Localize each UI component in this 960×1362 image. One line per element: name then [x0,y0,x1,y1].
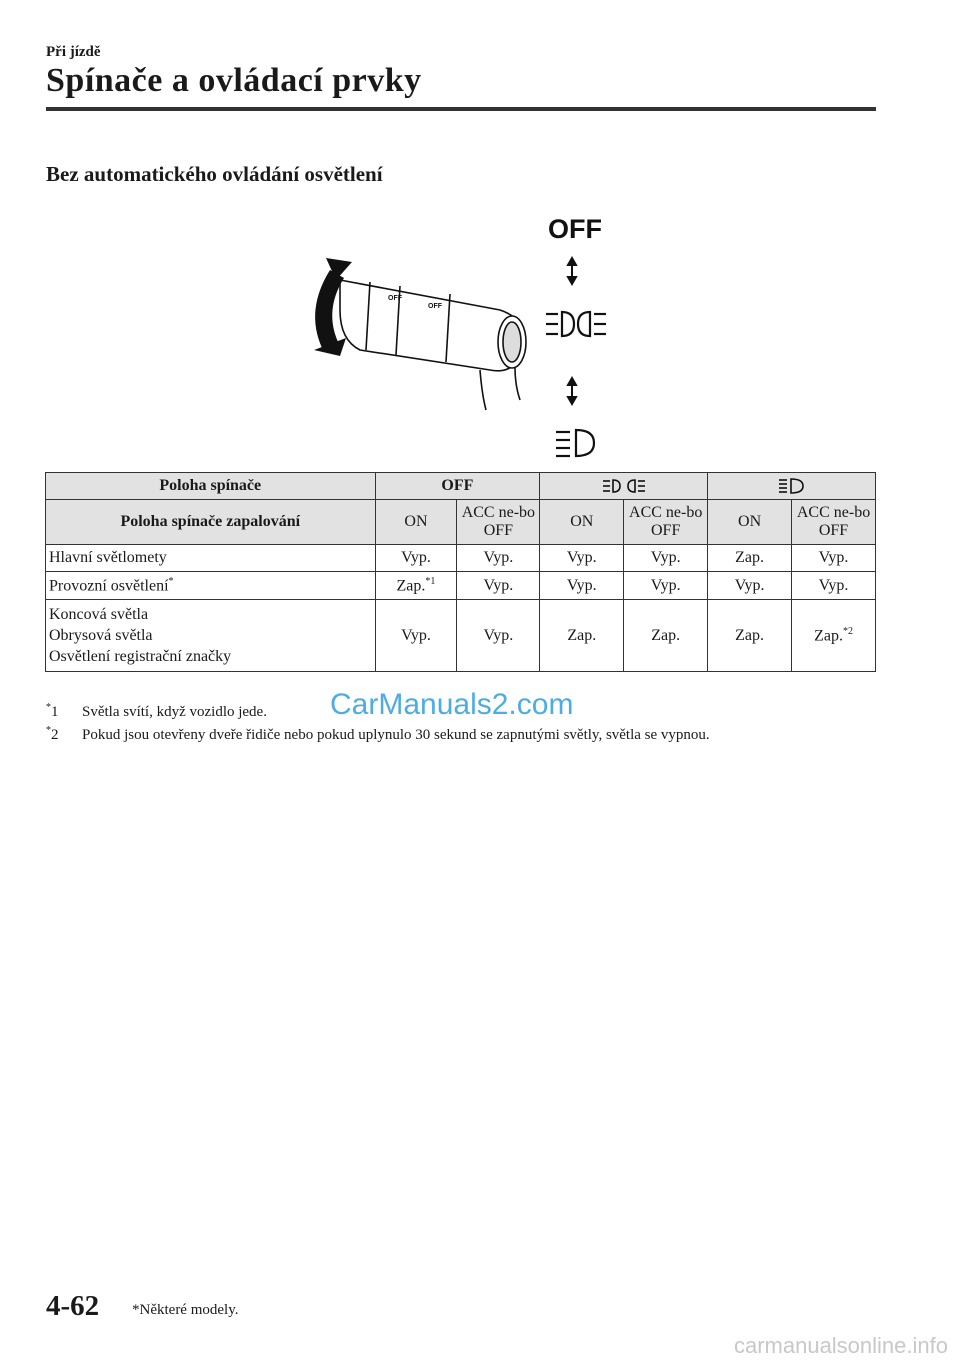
headlight-icon [556,430,594,456]
headlight-icon [778,478,806,494]
table-row [46,545,876,572]
subheader-cell: ACC ne-bo OFF [792,500,876,545]
table-cell: Vyp. [540,572,624,600]
headlight-column-header [708,473,876,500]
footnote-num: 1 [51,704,59,720]
parking-lights-icon [546,312,606,336]
cell-text: Zap. [396,577,426,595]
table-cell: Zap. [540,600,624,672]
cell-sup: *2 [842,626,853,638]
footnote-mark: * [46,702,51,713]
table-row [46,572,876,600]
double-arrow-icon [568,378,576,404]
footnote-text: Světla svítí, když vozidlo jede. [82,704,267,720]
title-rule [46,107,876,111]
ring-off-label-2: OFF [428,303,442,310]
table-cell: Vyp. [375,545,457,572]
subheader-cell: ACC ne-bo OFF [457,500,540,545]
table-cell: Zap. [624,600,708,672]
page-number: 4-62 [46,1290,100,1322]
row-label-line: Obrysová světla [49,627,153,645]
row-label [46,600,376,672]
double-arrow-icon [568,258,576,284]
table-cell: Vyp. [792,545,876,572]
section-label: Při jízdě [46,44,101,60]
subsection-title: Bez automatického ovládání osvětlení [46,162,383,186]
table-cell: Zap. [708,600,792,672]
footnote-text: Pokud jsou otevřeny dveře řidiče nebo pokud uplynulo 30 sekund se zapnutými světly, světla se vypnou. [82,727,710,743]
table-cell: Vyp. [540,545,624,572]
footnote-mark: * [46,725,51,736]
bottom-watermark: carmanualsonline.info [733,1333,948,1358]
table-cell: Vyp. [457,572,540,600]
ignition-position-header: Poloha spínače zapalování [46,500,376,545]
footnote-num: 2 [51,727,59,743]
table-cell: Vyp. [457,600,540,672]
table-cell: Vyp. [375,600,457,672]
table-row [46,600,876,672]
lights-table [45,472,876,672]
switch-position-header: Poloha spínače [46,473,376,500]
row-label-sup: * [168,576,174,587]
row-label: Hlavní světlomety [46,545,376,572]
subheader-cell: ACC ne-bo OFF [624,500,708,545]
switch-stalk [340,280,526,410]
row-label-line: Koncová světla [49,606,149,624]
subheader-cell: ON [375,500,457,545]
watermark-logo: CarManuals2.com [330,688,574,721]
table-header-row [46,473,876,500]
table-cell [792,600,876,672]
cell-text: Zap. [814,627,843,645]
ring-off-label-1: OFF [388,295,402,302]
table-subheader-row [46,500,876,545]
cell-sup: *1 [425,576,436,587]
row-label [46,572,376,600]
page-footnote: *Některé modely. [132,1302,239,1318]
table-cell: Vyp. [792,572,876,600]
parking-lights-icon [602,478,646,494]
subheader-cell: ON [540,500,624,545]
off-position-label: OFF [548,214,602,244]
footnote-number [46,702,82,721]
footnote-number [46,725,82,744]
parking-column-header [540,473,708,500]
row-label-line: Osvětlení registrační značky [49,648,232,666]
table-cell: Vyp. [624,572,708,600]
row-label-text: Provozní osvětlení [49,577,169,595]
table-cell: Vyp. [708,572,792,600]
off-column-header: OFF [375,473,540,500]
table-cell: Vyp. [457,545,540,572]
light-switch-figure [300,210,630,465]
table-cell: Zap. [708,545,792,572]
section-title: Spínače a ovládací prvky [46,62,422,99]
subheader-cell: ON [708,500,792,545]
footnote-item [46,725,710,744]
table-cell [375,572,457,600]
table-cell: Vyp. [624,545,708,572]
